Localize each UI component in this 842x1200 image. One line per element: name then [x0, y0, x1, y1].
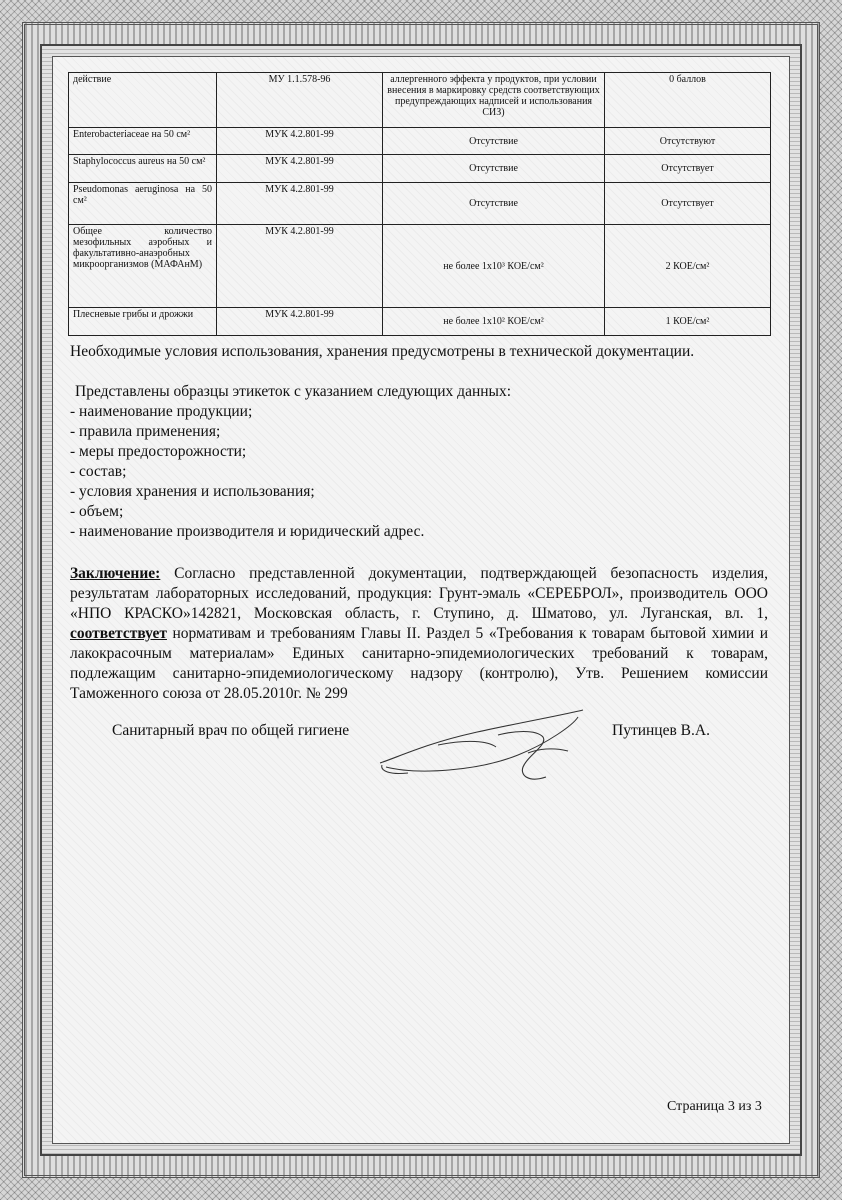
handwritten-signature	[378, 705, 593, 785]
list-item: - наименование производителя и юридический адрес.	[70, 523, 425, 540]
indicator-cell: Pseudomonas aeruginosa на 50 см²	[69, 183, 217, 225]
page-number: Страница 3 из 3	[667, 1099, 762, 1114]
indicator-cell: Staphylococcus aureus на 50 см²	[69, 155, 217, 183]
list-item: - условия хранения и использования;	[70, 483, 315, 500]
method-cell: МУК 4.2.801-99	[217, 183, 383, 225]
table-row	[69, 73, 771, 128]
indicator-cell: действие	[69, 73, 217, 128]
norm-cell: не более 1х10² КОЕ/см²	[383, 308, 605, 336]
table-row	[69, 128, 771, 155]
signatory-role: Санитарный врач по общей гигиене	[112, 722, 350, 739]
lab-results-table	[68, 72, 771, 336]
method-cell: МУК 4.2.801-99	[217, 155, 383, 183]
norm-cell: Отсутствие	[383, 183, 605, 225]
result-cell: Отсутствует	[605, 183, 771, 225]
table-row	[69, 183, 771, 225]
labels-intro: Представлены образцы этикеток с указанием следующих данных:	[75, 383, 512, 400]
conclusion-text: Согласно представленной документации, подтверждающей безопасность изделия, результатам лабораторных исследований, продукция: Грунт-эмаль «СЕРЕБРОЛ», производитель ООО «НПО КРАСКО»142821, Московская область, г. Ступино, д. Шматово, ул. Луганская, вл. 1,	[70, 565, 768, 622]
norm-cell: аллергенного эффекта у продуктов, при условии внесения в маркировку средств соответствующих предупреждающих надписей и использования СИЗ)	[383, 73, 605, 128]
list-item: - меры предосторожности;	[70, 443, 247, 460]
table-row	[69, 225, 771, 308]
method-cell: МУК 4.2.801-99	[217, 225, 383, 308]
indicator-cell: Общее количество мезофильных аэробных и факультативно-анаэробных микроорганизмов (МАФАнМ)	[69, 225, 217, 308]
method-cell: МУК 4.2.801-99	[217, 308, 383, 336]
list-item: - правила применения;	[70, 423, 221, 440]
indicator-cell: Плесневые грибы и дрожжи	[69, 308, 217, 336]
table-row	[69, 308, 771, 336]
norm-cell: Отсутствие	[383, 128, 605, 155]
result-cell: Отсутствуют	[605, 128, 771, 155]
list-item: - состав;	[70, 463, 127, 480]
list-item: - наименование продукции;	[70, 403, 253, 420]
norm-cell: не более 1х10³ КОЕ/см²	[383, 225, 605, 308]
method-cell: МУ 1.1.578-96	[217, 73, 383, 128]
indicator-cell: Enterobacteriaceae на 50 см²	[69, 128, 217, 155]
method-cell: МУК 4.2.801-99	[217, 128, 383, 155]
list-item: - объем;	[70, 503, 124, 520]
result-cell: 0 баллов	[605, 73, 771, 128]
compliance-keyword: соответствует	[70, 625, 167, 642]
result-cell: Отсутствует	[605, 155, 771, 183]
result-cell: 1 КОЕ/см²	[605, 308, 771, 336]
signatory-name: Путинцев В.А.	[612, 722, 710, 739]
conclusion-text-continued: нормативам и требованиям Главы II. Раздел 5 «Требования к товарам бытовой химии и лакокрасочным материалам» Единых санитарно-эпидемиологических требований к товарам, подлежащим санитарно-эпидемиологическому надзору (контролю), Утв. Решением комиссии Таможенного союза от 28.05.2010г. № 299	[70, 625, 768, 702]
table-row	[69, 155, 771, 183]
usage-conditions-paragraph: Необходимые условия использования, хранения предусмотрены в технической документации.	[70, 343, 695, 360]
norm-cell: Отсутствие	[383, 155, 605, 183]
conclusion-paragraph	[70, 564, 768, 704]
conclusion-heading: Заключение:	[70, 565, 161, 582]
labels-list	[70, 402, 768, 542]
result-cell: 2 КОЕ/см²	[605, 225, 771, 308]
